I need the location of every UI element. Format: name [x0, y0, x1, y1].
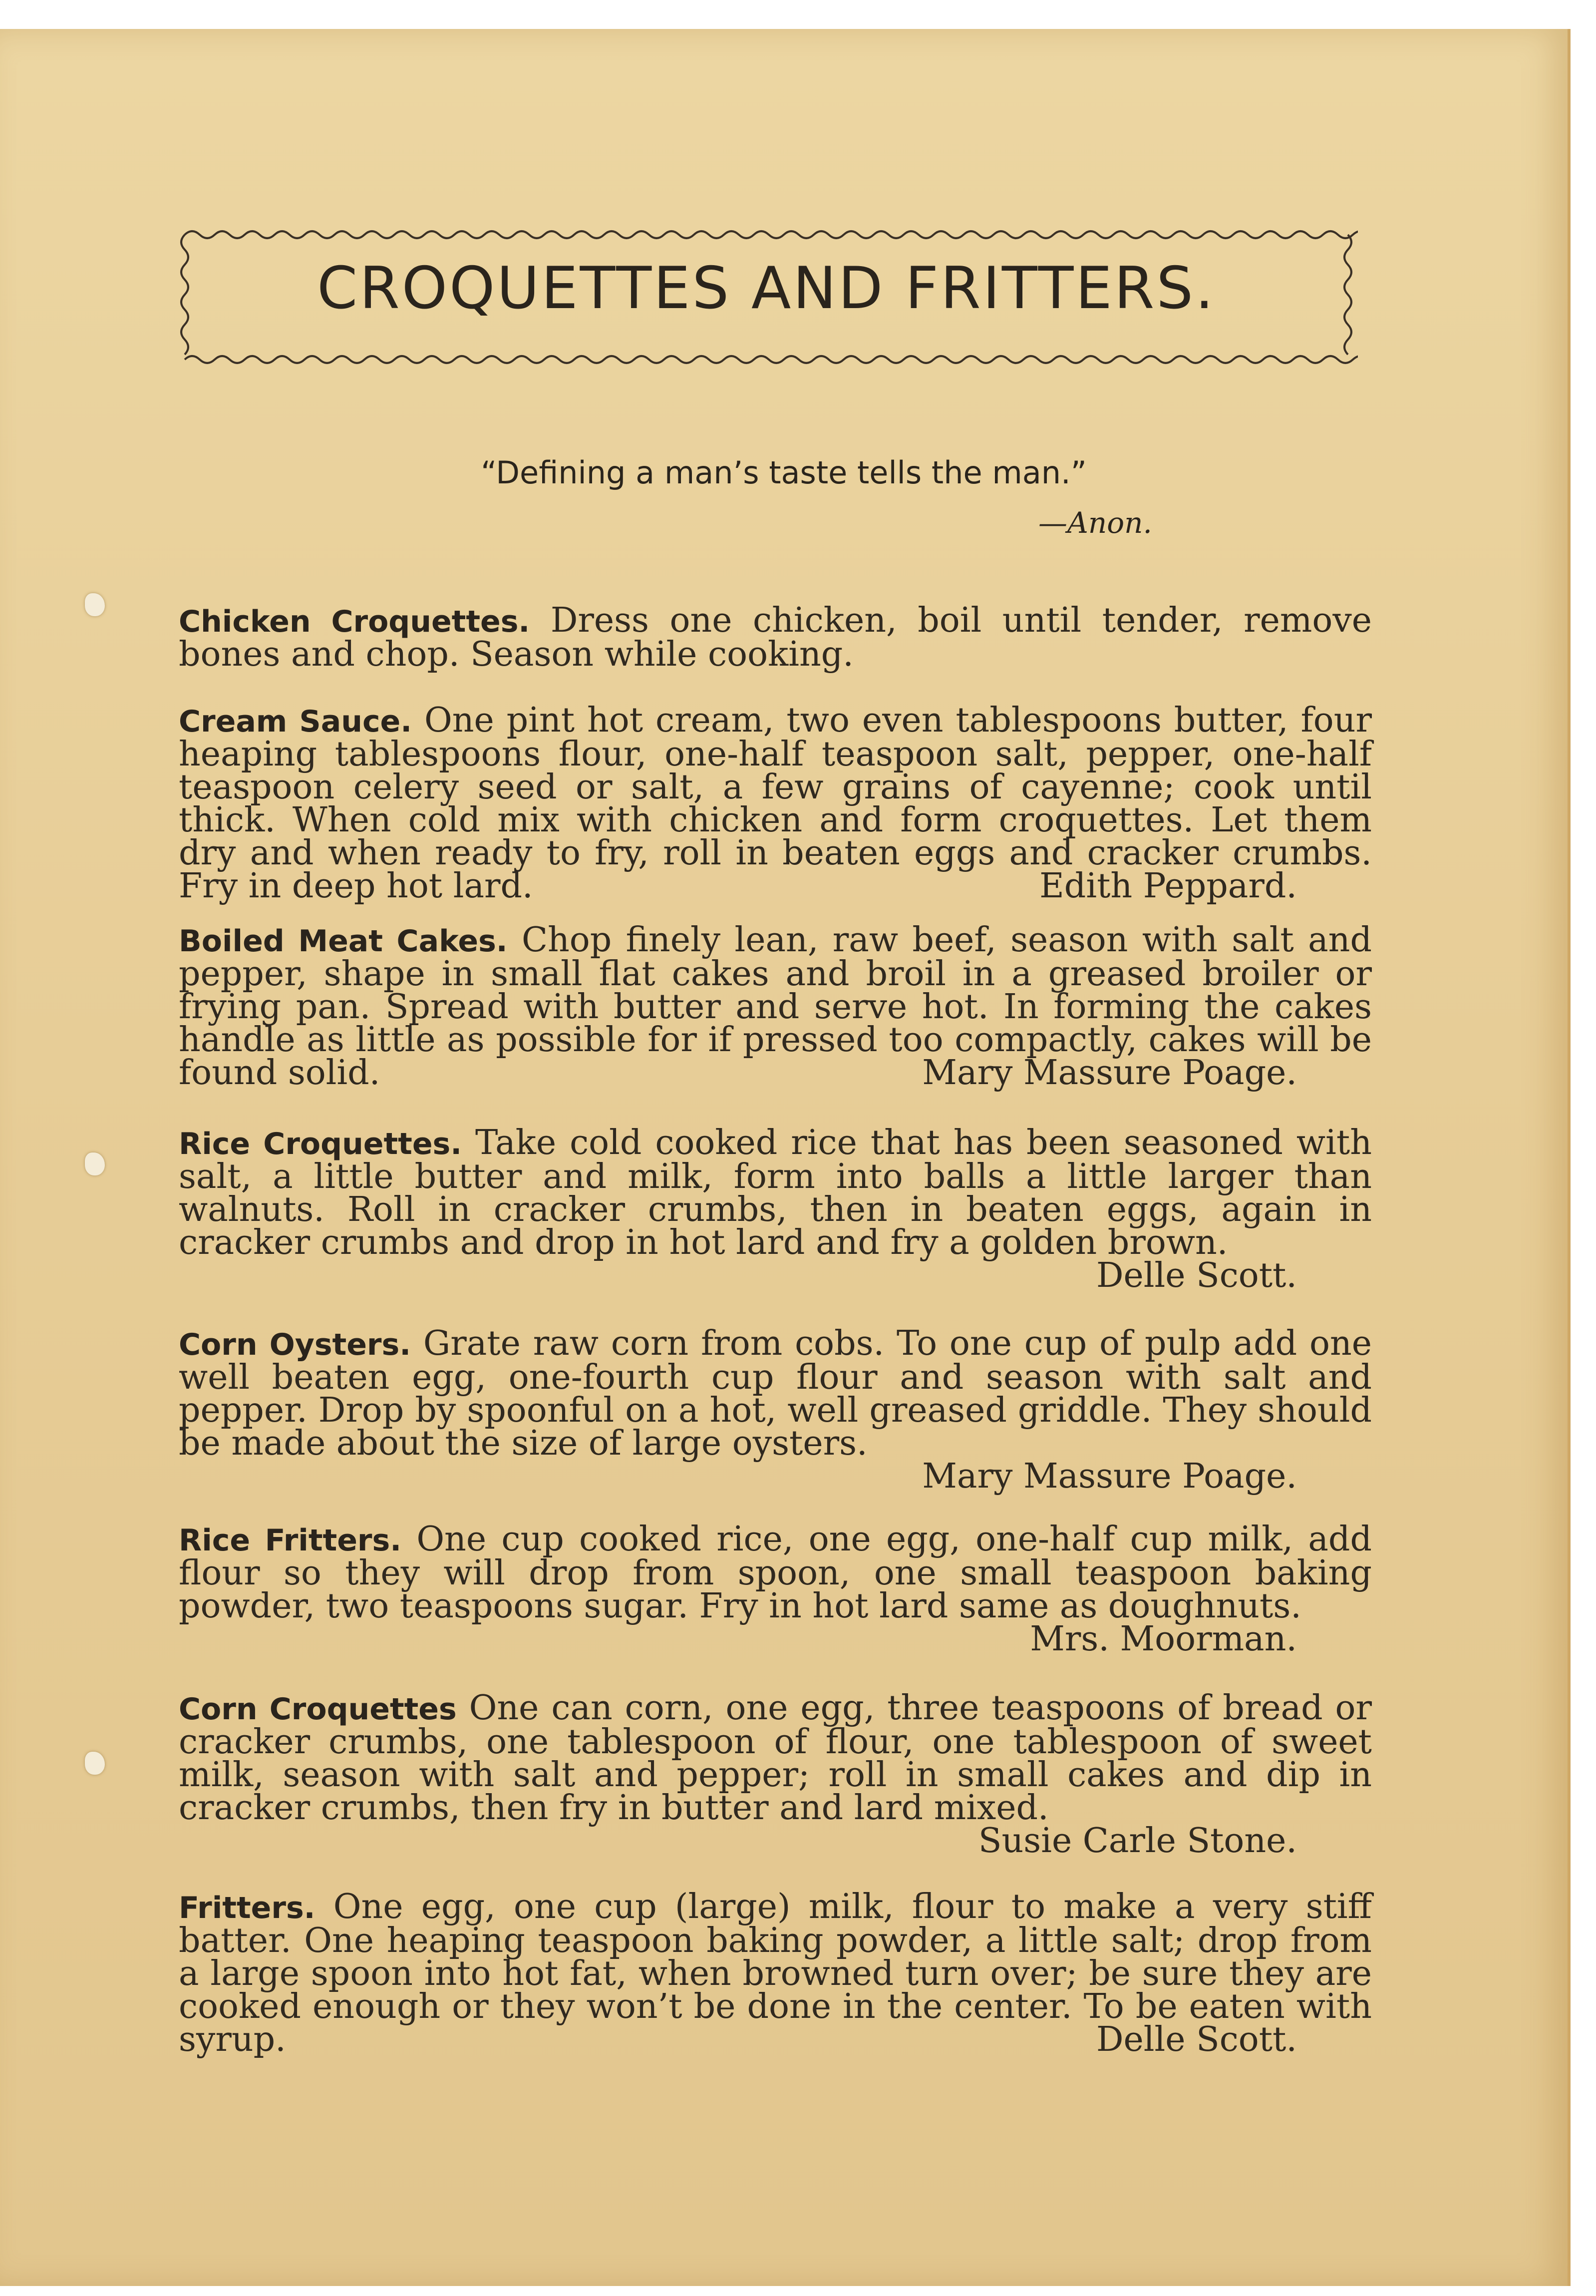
- recipe-name: Rice Fritters.: [179, 1523, 402, 1558]
- recipe-name: Boiled Meat Cakes.: [179, 924, 508, 959]
- epigraph-attribution: —Anon.: [1038, 506, 1152, 540]
- title-frame: [175, 195, 1358, 380]
- recipe-fritters: [179, 1887, 1372, 2059]
- recipe-rice-croquettes: [179, 1123, 1372, 1295]
- binding-hole: [85, 1152, 105, 1175]
- recipe-text: One egg, one cup (large) milk, flour to make a very stiff batter. One heaping teaspoon baking powder, a little salt; drop from a large spoon into hot fat, when browned turn over; be sure they are cooked enough or they won’t be done in the center. To be eaten with syrup.: [179, 1887, 1372, 2059]
- recipe-name: Fritters.: [179, 1891, 316, 1925]
- recipe-text: Grate raw corn from cobs. To one cup of pulp add one well beaten egg, one-fourth cup flour and season with salt and pepper. Drop by spoonful on a hot, well greased griddle. They should be made about the size of large oysters.: [179, 1324, 1372, 1463]
- recipe-name: Corn Croquettes: [179, 1692, 457, 1727]
- epigraph-quote: “Defining a man’s taste tells the man.”: [481, 454, 1087, 491]
- recipe-corn-oysters: [179, 1324, 1372, 1496]
- recipe-text: Dress one chicken, boil until tender, remove bones and chop. Season while cooking.: [179, 601, 1372, 674]
- recipe-author: Delle Scott.: [1096, 2020, 1297, 2059]
- recipe-name: Corn Oysters.: [179, 1327, 411, 1362]
- recipe-name: Rice Croquettes.: [179, 1127, 462, 1161]
- recipe-text: One can corn, one egg, three teaspoons of bread or cracker crumbs, one tablespoon of flour, one tablespoon of sweet milk, season with salt and pepper; roll in small cakes and dip in cracker crumbs, then fry in butter and lard mixed.: [179, 1688, 1372, 1828]
- recipe-rice-fritters: [179, 1520, 1372, 1659]
- recipe-author: Susie Carle Stone.: [978, 1821, 1297, 1861]
- recipe-text: Chop finely lean, raw beef, season with salt and pepper, shape in small flat cakes and broil in a greased broiler or frying pan. Spread with butter and serve hot. In forming the cakes handle as little as possible for if pressed too compactly, cakes will be found solid.: [179, 920, 1372, 1093]
- recipe-text: One cup cooked rice, one egg, one-half cup milk, add flour so they will drop from spoon, one small teaspoon baking powder, two teaspoons sugar. Fry in hot lard same as doughnuts.: [179, 1520, 1372, 1626]
- recipe-author: Mary Massure Poage.: [922, 1053, 1297, 1093]
- recipe-author: Edith Peppard.: [1039, 866, 1297, 906]
- book-page: [0, 29, 1571, 2286]
- recipe-name: Chicken Croquettes.: [179, 604, 530, 639]
- binding-hole: [85, 593, 105, 616]
- recipe-author: Delle Scott.: [1096, 1256, 1297, 1295]
- recipe-chicken-croquettes: [179, 601, 1372, 674]
- recipe-cream-sauce: [179, 701, 1372, 906]
- recipe-boiled-meat-cakes: [179, 920, 1372, 1093]
- chapter-title: CROQUETTES AND FRITTERS.: [317, 255, 1216, 322]
- recipe-name: Cream Sauce.: [179, 704, 412, 739]
- binding-hole: [85, 1752, 105, 1775]
- recipe-corn-croquettes: [179, 1688, 1372, 1861]
- recipe-text: Take cold cooked rice that has been seasoned with salt, a little butter and milk, form into balls a little larger than walnuts. Roll in cracker crumbs, then in beaten eggs, again in cracker crumbs and drop in hot lard and fry a golden brown.: [179, 1123, 1372, 1262]
- recipe-author: Mary Massure Poage.: [922, 1457, 1297, 1496]
- recipe-text: One pint hot cream, two even tablespoons butter, four heaping tablespoons flour, one-half teaspoon salt, pepper, one-half teaspoon celery seed or salt, a few grains of cayenne; cook until thick. When cold mix with chicken and form croquettes. Let them dry and when ready to fry, roll in beaten eggs and cracker crumbs. Fry in deep hot lard.: [179, 701, 1372, 906]
- recipe-author: Mrs. Moorman.: [1030, 1619, 1297, 1659]
